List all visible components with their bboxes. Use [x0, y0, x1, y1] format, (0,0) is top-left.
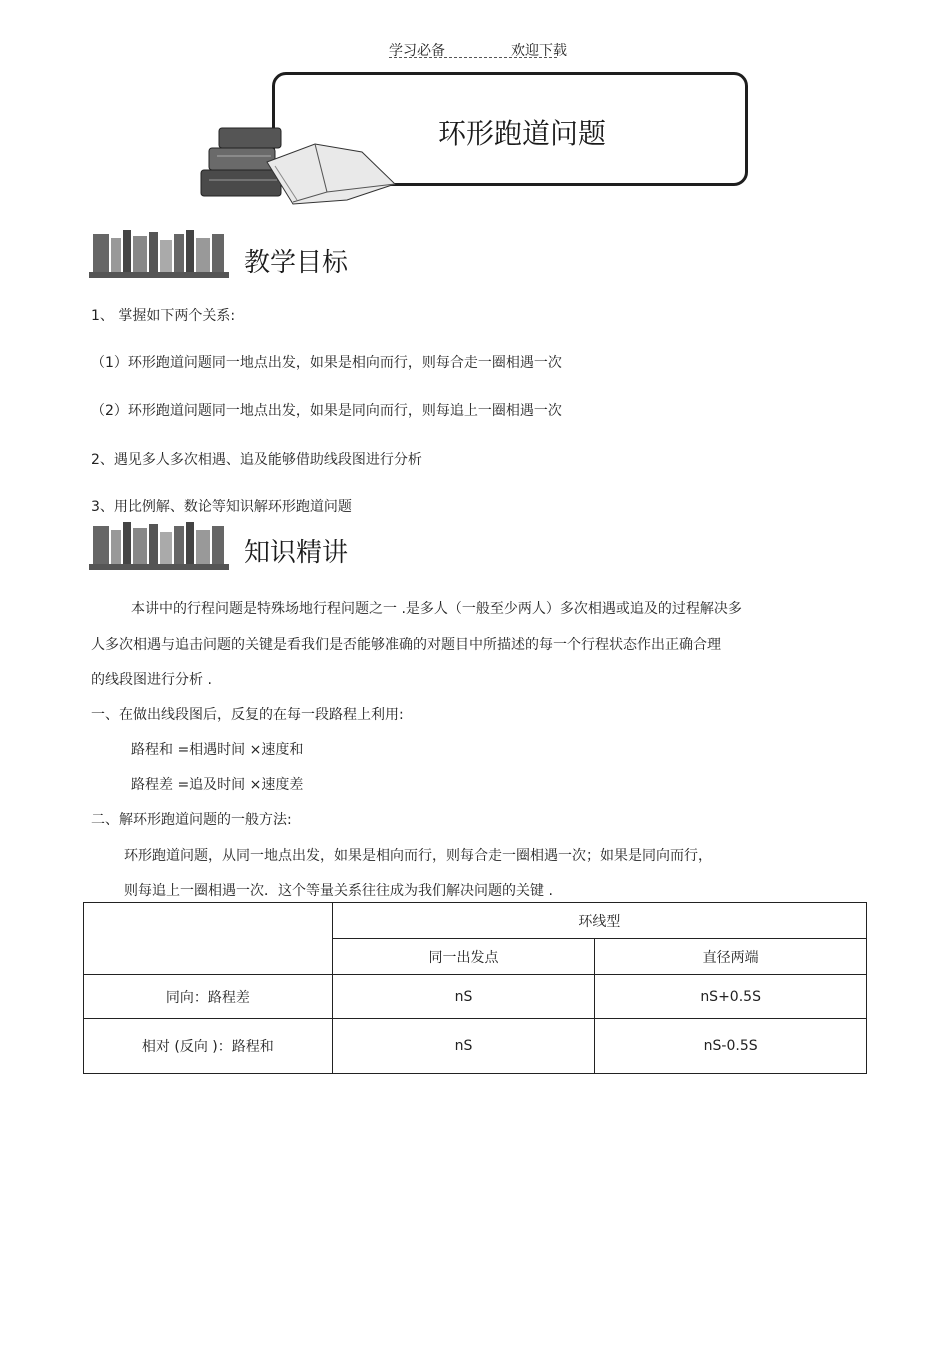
table-cell: nS+0.5S — [595, 975, 867, 1019]
table-row — [84, 1019, 867, 1074]
header-right-text: 欢迎下载 — [511, 43, 567, 59]
page-title: 环形跑道问题 — [438, 117, 607, 150]
bookshelf-icon — [89, 520, 229, 572]
body-line: 二、解环形跑道问题的一般方法: — [91, 812, 292, 828]
comparison-table — [83, 902, 867, 1074]
table-col-header: 同一出发点 — [332, 939, 595, 975]
table-col-header: 直径两端 — [595, 939, 867, 975]
formula-line: 路程和 =相遇时间 ×速度和 — [131, 742, 304, 758]
table-group-header: 环线型 — [332, 903, 866, 939]
table-corner-cell — [84, 903, 333, 975]
objective-line: （1）环形跑道问题同一地点出发，如果是相向而行，则每合走一圈相遇一次 — [91, 355, 562, 371]
objective-line: （2）环形跑道问题同一地点出发，如果是同向而行，则每追上一圈相遇一次 — [91, 403, 562, 419]
open-book-stack-icon — [197, 122, 397, 206]
table-row-label: 相对 (反向 )：路程和 — [84, 1019, 333, 1074]
header-dashed-rule — [389, 57, 557, 58]
body-line: 本讲中的行程问题是特殊场地行程问题之一 .是多人（一般至少两人）多次相遇或追及的过程解决多 — [131, 601, 742, 617]
section-title-objectives: 教学目标 — [244, 248, 349, 278]
header-left-text: 学习必备 — [389, 43, 445, 59]
formula-line: 路程差 =追及时间 ×速度差 — [131, 777, 304, 793]
objective-line: 2、遇见多人多次相遇、追及能够借助线段图进行分析 — [91, 452, 422, 468]
table-row-label: 同向：路程差 — [84, 975, 333, 1019]
table-cell: nS-0.5S — [595, 1019, 867, 1074]
body-line: 的线段图进行分析 . — [91, 672, 212, 688]
table-row — [84, 975, 867, 1019]
body-line: 则每追上一圈相遇一次．这个等量关系往往成为我们解决问题的关键 . — [124, 883, 553, 899]
table-cell: nS — [332, 975, 595, 1019]
objective-line: 1、 掌握如下两个关系: — [91, 308, 236, 324]
body-line: 人多次相遇与追击问题的关键是看我们是否能够准确的对题目中所描述的每一个行程状态作出正确合理 — [91, 637, 721, 653]
section-title-knowledge: 知识精讲 — [244, 538, 349, 568]
body-line: 一、在做出线段图后，反复的在每一段路程上利用: — [91, 707, 404, 723]
table-cell: nS — [332, 1019, 595, 1074]
objective-line: 3、用比例解、数论等知识解环形跑道问题 — [91, 499, 352, 515]
body-line: 环形跑道问题，从同一地点出发，如果是相向而行，则每合走一圈相遇一次；如果是同向而行， — [124, 848, 712, 864]
bookshelf-icon — [89, 228, 229, 280]
